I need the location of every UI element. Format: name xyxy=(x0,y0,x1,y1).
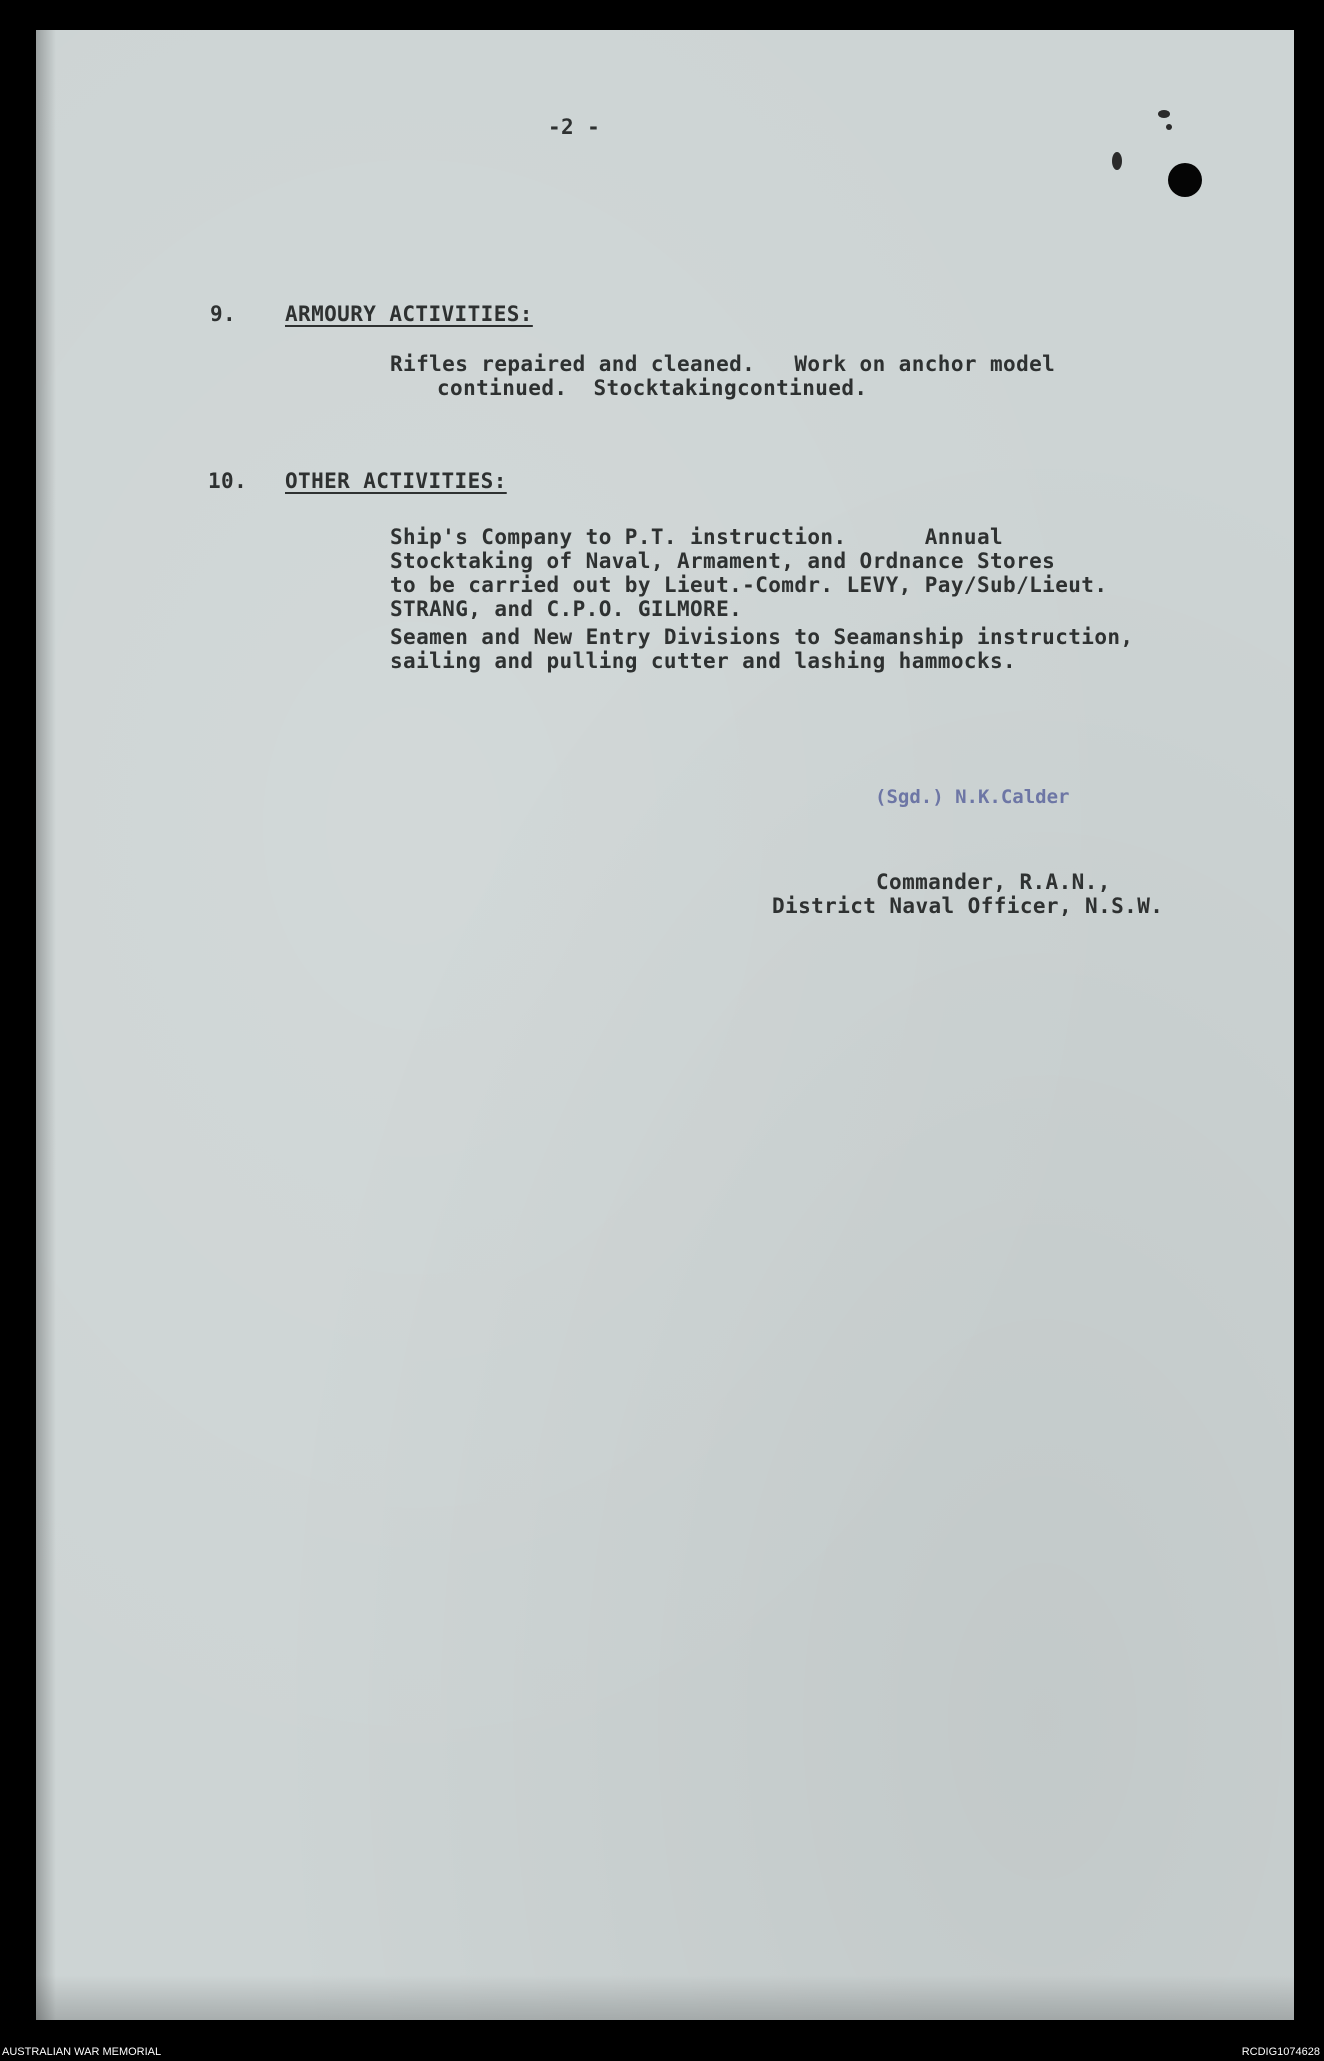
document-page xyxy=(36,30,1294,2020)
footer-left: AUSTRALIAN WAR MEMORIAL xyxy=(2,2046,162,2058)
signatory-rank: Commander, R.A.N., xyxy=(876,870,1111,894)
paper-mark xyxy=(1112,152,1122,170)
section-text-line: to be carried out by Lieut.-Comdr. LEVY, Pay/Sub/Lieut. xyxy=(390,573,1108,597)
paper-mark xyxy=(1166,124,1172,130)
section-text-line: STRANG, and C.P.O. GILMORE. xyxy=(390,597,743,621)
section-text-line: Seamen and New Entry Divisions to Seamanship instruction, xyxy=(390,625,1134,649)
section-number: 10. xyxy=(208,469,248,493)
section-text-line: Rifles repaired and cleaned. Work on anchor model xyxy=(390,352,1056,376)
section-text-line: Ship's Company to P.T. instruction. Annual xyxy=(390,525,1004,549)
section-number: 9. xyxy=(210,302,237,326)
page-number: -2 - xyxy=(548,115,601,139)
section-text-line: sailing and pulling cutter and lashing hammocks. xyxy=(390,649,1017,673)
signatory-title: District Naval Officer, N.S.W. xyxy=(772,894,1164,918)
section-heading: ARMOURY ACTIVITIES: xyxy=(285,302,533,326)
signature-stamp: (Sgd.) N.K.Calder xyxy=(875,786,1070,808)
paper-edge-shadow xyxy=(36,30,56,2020)
punch-hole xyxy=(1168,163,1202,197)
section-heading: OTHER ACTIVITIES: xyxy=(285,469,507,493)
paper-bottom-shadow xyxy=(36,1975,1294,2020)
section-text-line: Stocktaking of Naval, Armament, and Ordnance Stores xyxy=(390,549,1056,573)
footer-right: RCDIG1074628 xyxy=(1241,2046,1320,2058)
paper-mark xyxy=(1158,110,1170,118)
section-text-line: continued. Stocktakingcontinued. xyxy=(437,376,868,400)
